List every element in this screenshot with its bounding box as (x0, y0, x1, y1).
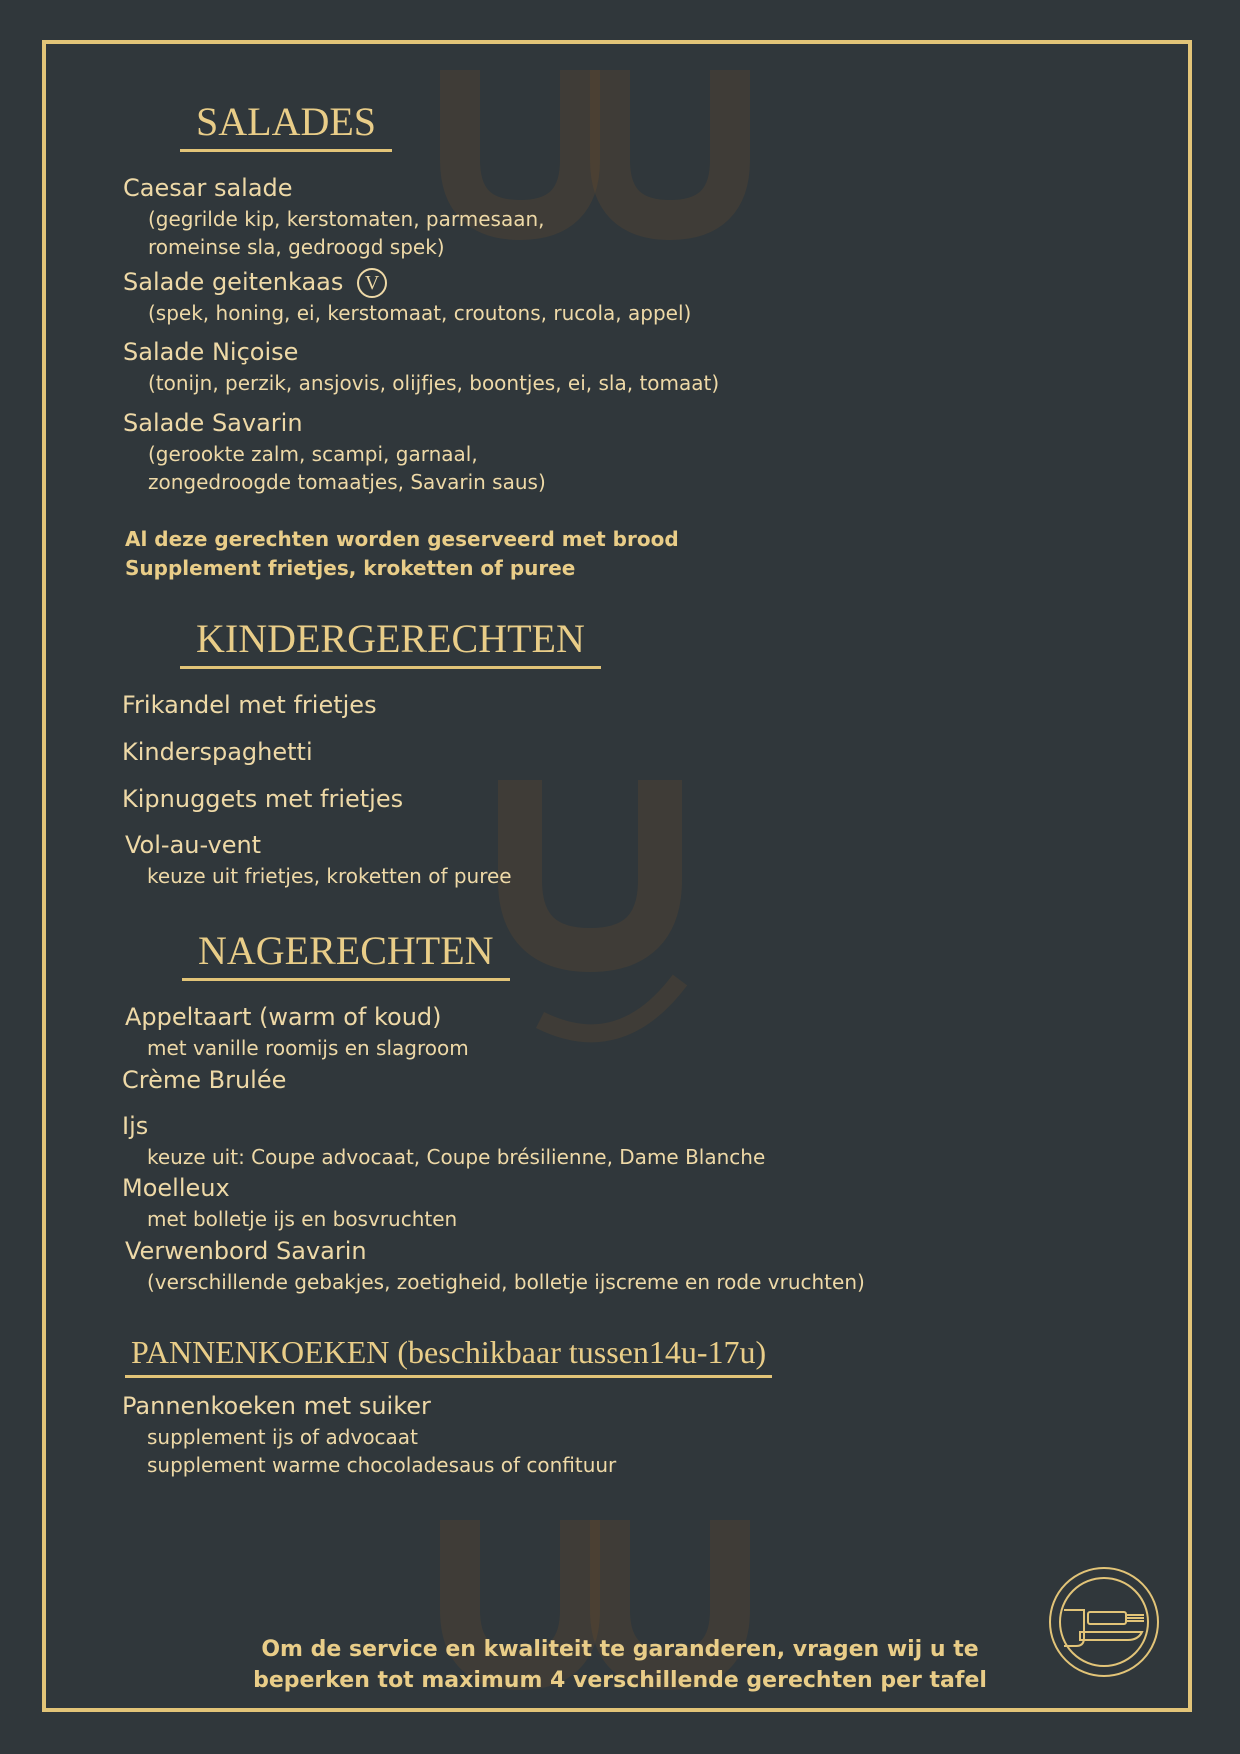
section-title-pannenkoeken: PANNENKOEKEN (beschikbaar tussen14u-17u) (125, 1334, 772, 1378)
menu-item-ijs: Ijs (122, 1112, 149, 1140)
menu-item-salade-geitenkaas (123, 268, 387, 298)
section-title-nagerechten: NAGERECHTEN (182, 927, 510, 981)
menu-item-vol-au-vent: Vol-au-vent (125, 831, 262, 859)
footer-line: Om de service en kwaliteit te garanderen, vragen wij u te (261, 1637, 979, 1662)
menu-item-description: met vanille roomijs en slagroom (147, 1036, 469, 1060)
footer-line: beperken tot maximum 4 verschillende gerechten per tafel (253, 1668, 987, 1693)
menu-item-description: (gerookte zalm, scampi, garnaal, (148, 442, 478, 466)
menu-item-description: (tonijn, perzik, ansjovis, olijfjes, boontjes, ei, sla, tomaat) (148, 371, 720, 395)
vegetarian-icon: V (357, 268, 387, 298)
menu-item-creme-brulee: Crème Brulée (122, 1066, 287, 1094)
menu-item-description: met bolletje ijs en bosvruchten (147, 1207, 458, 1231)
menu-item-kipnuggets: Kipnuggets met frietjes (122, 785, 404, 813)
menu-item-description: keuze uit: Coupe advocaat, Coupe brésilienne, Dame Blanche (147, 1145, 766, 1169)
menu-item-name: Salade geitenkaas (123, 268, 344, 296)
menu-item-description: romeinse sla, gedroogd spek) (148, 235, 445, 259)
menu-item-caesar-salade: Caesar salade (123, 174, 293, 202)
salades-note: Supplement frietjes, kroketten of puree (125, 556, 576, 580)
menu-item-verwenbord: Verwenbord Savarin (125, 1237, 367, 1265)
menu-item-description: (spek, honing, ei, kerstomaat, croutons, rucola, appel) (148, 301, 692, 325)
menu-item-appeltaart: Appeltaart (warm of koud) (125, 1003, 442, 1031)
menu-item-frikandel: Frikandel met frietjes (122, 691, 377, 719)
menu-item-description: supplement ijs of advocaat (147, 1425, 418, 1449)
menu-item-description: (verschillende gebakjes, zoetigheid, bolletje ijscreme en rode vruchten) (147, 1270, 865, 1294)
menu-item-kinderspaghetti: Kinderspaghetti (122, 738, 313, 766)
menu-item-description: (gegrilde kip, kerstomaten, parmesaan, (148, 207, 545, 231)
menu-item-description: zongedroogde tomaatjes, Savarin saus) (148, 470, 546, 494)
menu-item-salade-savarin: Salade Savarin (123, 409, 303, 437)
menu-item-moelleux: Moelleux (122, 1174, 230, 1202)
menu-item-pannenkoeken: Pannenkoeken met suiker (122, 1392, 431, 1420)
menu-item-description: supplement warme chocoladesaus of confituur (147, 1453, 617, 1477)
section-title-salades: SALADES (180, 98, 392, 152)
menu-item-description: keuze uit frietjes, kroketten of puree (147, 864, 512, 888)
salades-note: Al deze gerechten worden geserveerd met brood (125, 527, 679, 551)
section-title-kindergerechten: KINDERGERECHTEN (180, 615, 601, 669)
menu-item-salade-nicoise: Salade Niçoise (123, 338, 299, 366)
